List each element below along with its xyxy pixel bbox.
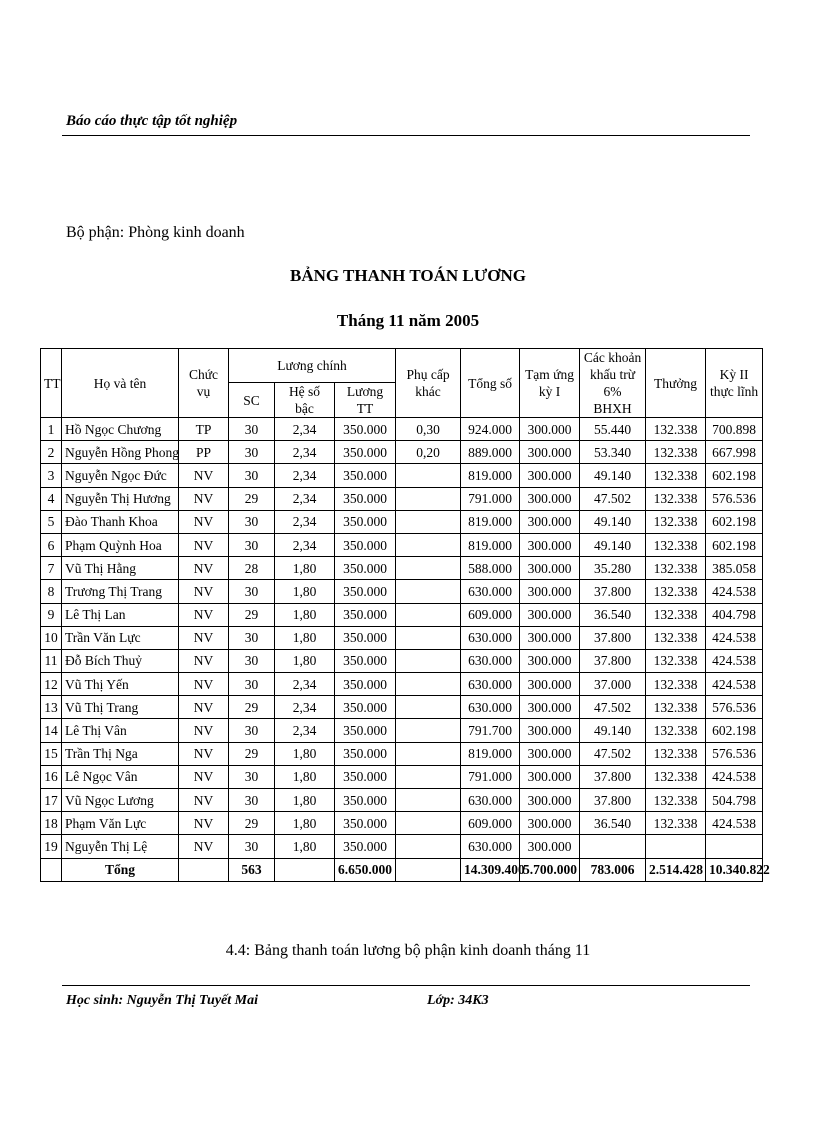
row-net: 385.058	[706, 557, 763, 580]
row-total: 630.000	[461, 835, 520, 858]
row-position: PP	[179, 441, 229, 464]
row-tt: 18	[41, 812, 62, 835]
table-row	[41, 812, 763, 835]
row-advance: 300.000	[520, 812, 580, 835]
row-bonus: 132.338	[646, 789, 706, 812]
row-name: Vũ Thị Hằng	[62, 557, 179, 580]
row-deduction: 37.800	[580, 649, 646, 672]
table-row	[41, 696, 763, 719]
row-position: NV	[179, 533, 229, 556]
table-row	[41, 789, 763, 812]
row-sc: 30	[229, 533, 275, 556]
row-bonus: 132.338	[646, 603, 706, 626]
row-base: 350.000	[335, 696, 396, 719]
row-deduction: 36.540	[580, 812, 646, 835]
row-position: NV	[179, 812, 229, 835]
row-sc: 30	[229, 418, 275, 441]
row-net: 667.998	[706, 441, 763, 464]
row-tt: 17	[41, 789, 62, 812]
row-total: 630.000	[461, 649, 520, 672]
row-sc: 29	[229, 742, 275, 765]
row-advance: 300.000	[520, 487, 580, 510]
row-tt: 19	[41, 835, 62, 858]
col-header-net: Kỳ II thực lĩnh	[706, 349, 763, 418]
row-total: 791.000	[461, 487, 520, 510]
totals-tt	[41, 858, 62, 881]
row-advance: 300.000	[520, 557, 580, 580]
row-advance: 300.000	[520, 510, 580, 533]
footer-student-name: Học sinh: Nguyễn Thị Tuyết Mai	[66, 993, 258, 1008]
row-base: 350.000	[335, 580, 396, 603]
row-bonus	[646, 835, 706, 858]
row-allowance	[396, 580, 461, 603]
row-name: Đào Thanh Khoa	[62, 510, 179, 533]
row-deduction: 37.800	[580, 626, 646, 649]
row-position: NV	[179, 719, 229, 742]
row-deduction: 37.800	[580, 765, 646, 788]
totals-allowance	[396, 858, 461, 881]
col-header-deduction: Các khoản khấu trừ 6% BHXH	[580, 349, 646, 418]
row-position: NV	[179, 626, 229, 649]
row-position: NV	[179, 835, 229, 858]
row-allowance	[396, 789, 461, 812]
table-title: BẢNG THANH TOÁN LƯƠNG	[290, 266, 526, 285]
col-header-advance: Tạm ứng kỳ I	[520, 349, 580, 418]
row-total: 609.000	[461, 812, 520, 835]
row-name: Nguyễn Hồng Phong	[62, 441, 179, 464]
row-tt: 4	[41, 487, 62, 510]
row-net: 602.198	[706, 464, 763, 487]
row-bonus: 132.338	[646, 557, 706, 580]
row-tt: 2	[41, 441, 62, 464]
row-net: 424.538	[706, 626, 763, 649]
row-allowance: 0,30	[396, 418, 461, 441]
row-allowance	[396, 603, 461, 626]
table-row	[41, 580, 763, 603]
row-base: 350.000	[335, 742, 396, 765]
row-total: 630.000	[461, 626, 520, 649]
row-bonus: 132.338	[646, 487, 706, 510]
row-net: 424.538	[706, 765, 763, 788]
table-row	[41, 557, 763, 580]
row-bonus: 132.338	[646, 418, 706, 441]
row-tt: 15	[41, 742, 62, 765]
row-base: 350.000	[335, 789, 396, 812]
row-net: 576.536	[706, 487, 763, 510]
totals-row	[41, 858, 763, 881]
row-sc: 28	[229, 557, 275, 580]
row-position: NV	[179, 765, 229, 788]
row-deduction: 37.800	[580, 580, 646, 603]
row-name: Lê Ngọc Vân	[62, 765, 179, 788]
row-total: 819.000	[461, 533, 520, 556]
row-tt: 10	[41, 626, 62, 649]
row-coef: 2,34	[275, 719, 335, 742]
row-advance: 300.000	[520, 789, 580, 812]
row-advance: 300.000	[520, 626, 580, 649]
row-coef: 2,34	[275, 510, 335, 533]
row-base: 350.000	[335, 673, 396, 696]
row-name: Hồ Ngọc Chương	[62, 418, 179, 441]
row-total: 630.000	[461, 673, 520, 696]
row-advance: 300.000	[520, 649, 580, 672]
row-net: 424.538	[706, 580, 763, 603]
totals-advance: 5.700.000	[520, 858, 580, 881]
row-bonus: 132.338	[646, 533, 706, 556]
row-coef: 2,34	[275, 464, 335, 487]
col-header-tt: TT	[41, 349, 62, 418]
row-advance: 300.000	[520, 533, 580, 556]
row-advance: 300.000	[520, 696, 580, 719]
table-row	[41, 533, 763, 556]
row-total: 819.000	[461, 464, 520, 487]
row-coef: 1,80	[275, 626, 335, 649]
row-bonus: 132.338	[646, 626, 706, 649]
row-base: 350.000	[335, 533, 396, 556]
row-net: 424.538	[706, 812, 763, 835]
row-tt: 8	[41, 580, 62, 603]
totals-deduction: 783.006	[580, 858, 646, 881]
row-net: 576.536	[706, 696, 763, 719]
row-position: NV	[179, 789, 229, 812]
row-sc: 30	[229, 789, 275, 812]
row-net	[706, 835, 763, 858]
row-allowance	[396, 464, 461, 487]
row-allowance	[396, 649, 461, 672]
table-row	[41, 742, 763, 765]
payroll-table	[40, 348, 770, 882]
row-total: 630.000	[461, 789, 520, 812]
row-net: 576.536	[706, 742, 763, 765]
row-sc: 30	[229, 719, 275, 742]
totals-position	[179, 858, 229, 881]
row-net: 700.898	[706, 418, 763, 441]
table-row	[41, 719, 763, 742]
row-net: 602.198	[706, 719, 763, 742]
row-sc: 29	[229, 696, 275, 719]
row-tt: 7	[41, 557, 62, 580]
row-bonus: 132.338	[646, 812, 706, 835]
row-deduction: 47.502	[580, 487, 646, 510]
row-net: 602.198	[706, 510, 763, 533]
table-subtitle: Tháng 11 năm 2005	[336, 311, 480, 330]
totals-total: 14.309.400	[461, 858, 520, 881]
row-allowance	[396, 487, 461, 510]
row-base: 350.000	[335, 441, 396, 464]
row-tt: 5	[41, 510, 62, 533]
row-coef: 1,80	[275, 812, 335, 835]
row-allowance	[396, 719, 461, 742]
row-base: 350.000	[335, 603, 396, 626]
row-deduction: 47.502	[580, 696, 646, 719]
row-allowance	[396, 510, 461, 533]
row-advance: 300.000	[520, 418, 580, 441]
row-advance: 300.000	[520, 580, 580, 603]
row-name: Vũ Ngọc Lương	[62, 789, 179, 812]
row-total: 819.000	[461, 510, 520, 533]
row-total: 609.000	[461, 603, 520, 626]
row-net: 504.798	[706, 789, 763, 812]
row-name: Lê Thị Lan	[62, 603, 179, 626]
row-sc: 30	[229, 673, 275, 696]
row-position: TP	[179, 418, 229, 441]
row-name: Nguyễn Thị Hương	[62, 487, 179, 510]
report-header-title: Báo cáo thực tập tốt nghiệp	[66, 113, 238, 129]
row-deduction: 37.000	[580, 673, 646, 696]
row-total: 791.000	[461, 765, 520, 788]
row-sc: 29	[229, 487, 275, 510]
row-sc: 30	[229, 510, 275, 533]
row-net: 404.798	[706, 603, 763, 626]
row-sc: 30	[229, 580, 275, 603]
table-row	[41, 418, 763, 441]
row-coef: 1,80	[275, 789, 335, 812]
row-tt: 6	[41, 533, 62, 556]
row-base: 350.000	[335, 487, 396, 510]
table-row	[41, 510, 763, 533]
totals-label: Tổng	[62, 858, 179, 881]
table-row	[41, 649, 763, 672]
row-sc: 30	[229, 765, 275, 788]
row-sc: 29	[229, 812, 275, 835]
row-deduction: 37.800	[580, 789, 646, 812]
row-total: 819.000	[461, 742, 520, 765]
row-name: Trương Thị Trang	[62, 580, 179, 603]
row-base: 350.000	[335, 626, 396, 649]
payroll-body	[41, 418, 763, 859]
row-tt: 14	[41, 719, 62, 742]
row-base: 350.000	[335, 418, 396, 441]
row-allowance	[396, 626, 461, 649]
header-divider	[62, 135, 750, 136]
row-coef: 2,34	[275, 441, 335, 464]
row-allowance	[396, 812, 461, 835]
footer-divider	[62, 985, 750, 986]
row-bonus: 132.338	[646, 441, 706, 464]
row-sc: 30	[229, 441, 275, 464]
row-base: 350.000	[335, 510, 396, 533]
row-bonus: 132.338	[646, 464, 706, 487]
row-allowance	[396, 533, 461, 556]
table-row	[41, 765, 763, 788]
table-row	[41, 464, 763, 487]
row-deduction: 49.140	[580, 533, 646, 556]
row-advance: 300.000	[520, 742, 580, 765]
row-tt: 3	[41, 464, 62, 487]
row-name: Trần Văn Lực	[62, 626, 179, 649]
row-deduction	[580, 835, 646, 858]
row-total: 630.000	[461, 696, 520, 719]
row-base: 350.000	[335, 719, 396, 742]
totals-sc: 563	[229, 858, 275, 881]
table-row	[41, 603, 763, 626]
row-coef: 1,80	[275, 580, 335, 603]
row-sc: 30	[229, 835, 275, 858]
col-header-position: Chức vụ	[179, 349, 229, 418]
table-row	[41, 487, 763, 510]
row-bonus: 132.338	[646, 649, 706, 672]
table-caption: 4.4: Bảng thanh toán lương bộ phận kinh doanh tháng 11	[225, 942, 591, 959]
row-name: Trần Thị Nga	[62, 742, 179, 765]
row-coef: 1,80	[275, 742, 335, 765]
row-coef: 2,34	[275, 673, 335, 696]
row-advance: 300.000	[520, 464, 580, 487]
row-coef: 1,80	[275, 603, 335, 626]
row-bonus: 132.338	[646, 719, 706, 742]
department-label: Bộ phận: Phòng kinh doanh	[66, 224, 245, 241]
row-total: 630.000	[461, 580, 520, 603]
row-net: 424.538	[706, 673, 763, 696]
row-total: 889.000	[461, 441, 520, 464]
row-total: 588.000	[461, 557, 520, 580]
table-row	[41, 441, 763, 464]
row-allowance	[396, 673, 461, 696]
row-sc: 29	[229, 603, 275, 626]
row-tt: 13	[41, 696, 62, 719]
row-position: NV	[179, 510, 229, 533]
row-base: 350.000	[335, 812, 396, 835]
row-deduction: 49.140	[580, 510, 646, 533]
row-deduction: 36.540	[580, 603, 646, 626]
col-header-name: Họ và tên	[62, 349, 179, 418]
row-coef: 2,34	[275, 696, 335, 719]
col-header-base: Lương TT	[335, 383, 396, 418]
row-tt: 16	[41, 765, 62, 788]
row-net: 602.198	[706, 533, 763, 556]
row-advance: 300.000	[520, 603, 580, 626]
row-base: 350.000	[335, 557, 396, 580]
row-allowance	[396, 557, 461, 580]
col-header-coef: Hệ số bậc	[275, 383, 335, 418]
row-name: Vũ Thị Trang	[62, 696, 179, 719]
row-tt: 9	[41, 603, 62, 626]
row-sc: 30	[229, 626, 275, 649]
row-coef: 2,34	[275, 533, 335, 556]
row-name: Đỗ Bích Thuỷ	[62, 649, 179, 672]
col-header-total: Tổng số	[461, 349, 520, 418]
row-total: 924.000	[461, 418, 520, 441]
totals-base: 6.650.000	[335, 858, 396, 881]
row-bonus: 132.338	[646, 742, 706, 765]
row-deduction: 47.502	[580, 742, 646, 765]
row-base: 350.000	[335, 765, 396, 788]
row-allowance	[396, 696, 461, 719]
row-name: Lê Thị Vân	[62, 719, 179, 742]
row-bonus: 132.338	[646, 765, 706, 788]
row-position: NV	[179, 696, 229, 719]
row-deduction: 49.140	[580, 464, 646, 487]
row-net: 424.538	[706, 649, 763, 672]
table-row	[41, 626, 763, 649]
col-header-allowance: Phụ cấp khác	[396, 349, 461, 418]
row-bonus: 132.338	[646, 673, 706, 696]
row-name: Nguyễn Thị Lệ	[62, 835, 179, 858]
row-sc: 30	[229, 649, 275, 672]
row-tt: 1	[41, 418, 62, 441]
row-position: NV	[179, 673, 229, 696]
row-sc: 30	[229, 464, 275, 487]
row-advance: 300.000	[520, 441, 580, 464]
row-coef: 1,80	[275, 557, 335, 580]
table-row	[41, 673, 763, 696]
row-deduction: 53.340	[580, 441, 646, 464]
row-advance: 300.000	[520, 673, 580, 696]
row-position: NV	[179, 487, 229, 510]
row-advance: 300.000	[520, 719, 580, 742]
col-header-sc: SC	[229, 383, 275, 418]
row-coef: 2,34	[275, 487, 335, 510]
totals-coef	[275, 858, 335, 881]
row-base: 350.000	[335, 835, 396, 858]
row-allowance	[396, 765, 461, 788]
row-advance: 300.000	[520, 765, 580, 788]
row-tt: 12	[41, 673, 62, 696]
row-position: NV	[179, 742, 229, 765]
row-position: NV	[179, 557, 229, 580]
row-base: 350.000	[335, 464, 396, 487]
row-bonus: 132.338	[646, 510, 706, 533]
row-tt: 11	[41, 649, 62, 672]
totals-net: 10.340.822	[706, 858, 763, 881]
row-base: 350.000	[335, 649, 396, 672]
row-allowance	[396, 742, 461, 765]
col-header-bonus: Thưởng	[646, 349, 706, 418]
row-bonus: 132.338	[646, 696, 706, 719]
row-deduction: 55.440	[580, 418, 646, 441]
row-position: NV	[179, 649, 229, 672]
row-position: NV	[179, 580, 229, 603]
footer-class: Lớp: 34K3	[427, 993, 489, 1008]
table-row	[41, 835, 763, 858]
row-bonus: 132.338	[646, 580, 706, 603]
totals-bonus: 2.514.428	[646, 858, 706, 881]
row-deduction: 35.280	[580, 557, 646, 580]
row-name: Vũ Thị Yến	[62, 673, 179, 696]
row-coef: 1,80	[275, 649, 335, 672]
row-allowance	[396, 835, 461, 858]
row-name: Phạm Quỳnh Hoa	[62, 533, 179, 556]
row-advance: 300.000	[520, 835, 580, 858]
row-coef: 1,80	[275, 835, 335, 858]
row-coef: 1,80	[275, 765, 335, 788]
row-name: Nguyễn Ngọc Đức	[62, 464, 179, 487]
row-position: NV	[179, 464, 229, 487]
row-allowance: 0,20	[396, 441, 461, 464]
row-deduction: 49.140	[580, 719, 646, 742]
row-coef: 2,34	[275, 418, 335, 441]
row-position: NV	[179, 603, 229, 626]
row-total: 791.700	[461, 719, 520, 742]
col-header-main-salary: Lương chính	[229, 349, 396, 383]
row-name: Phạm Văn Lực	[62, 812, 179, 835]
